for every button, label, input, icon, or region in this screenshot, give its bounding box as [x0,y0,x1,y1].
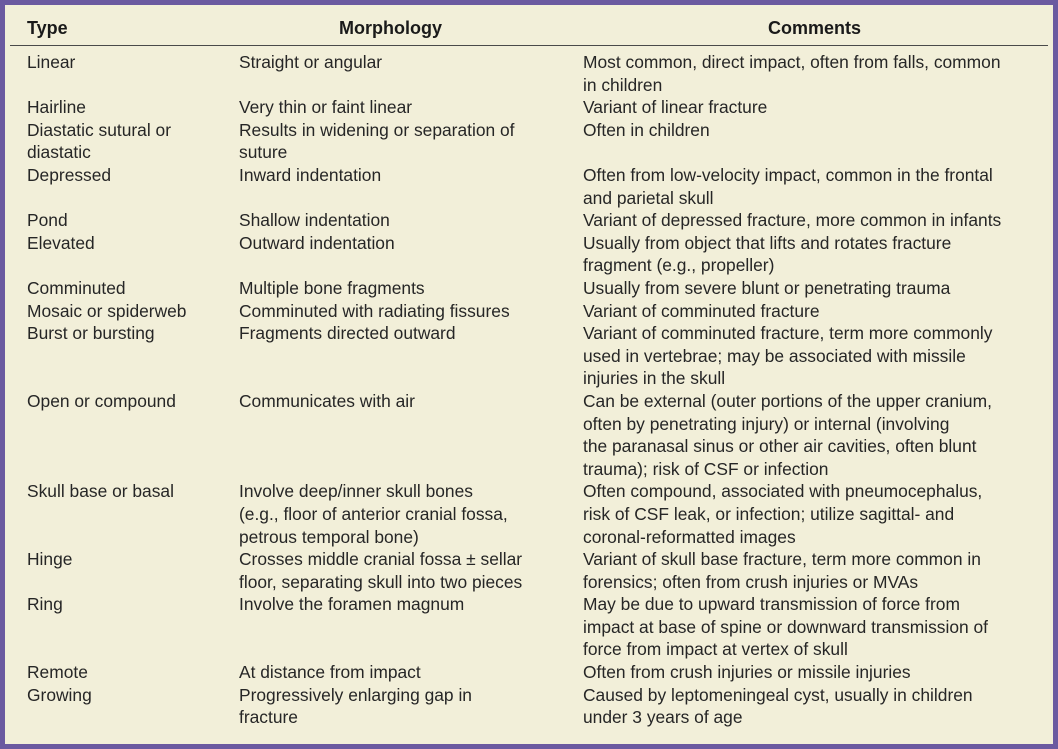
cell-morphology: Multiple bone fragments [239,277,425,298]
table-row [10,480,1048,548]
cell-type: Linear [27,52,76,72]
table-row [10,322,1048,390]
table-row [10,277,1048,300]
cell-type: Open or compound [27,390,176,411]
cell-type: Comminuted [27,277,126,298]
cell-comments: Often compound, associated with pneumocephalus, risk of CSF leak, or infection; utilize sagittal- and coronal-reformatted images [583,481,983,547]
cell-type: Skull base or basal [27,481,174,502]
cell-type: Growing [27,684,92,705]
cell-type: Diastatic sutural or diastatic [27,119,172,163]
table-row [10,209,1048,232]
cell-morphology: Results in widening or separation of suture [239,119,515,163]
cell-comments: Variant of linear fracture [583,97,768,118]
cell-comments: Usually from severe blunt or penetrating trauma [583,277,951,298]
table-row [10,661,1048,684]
cell-comments: Often from low-velocity impact, common in the frontal and parietal skull [583,164,993,208]
cell-comments: Often from crush injuries or missile injuries [583,662,911,683]
cell-comments: Variant of comminuted fracture, term more commonly used in vertebrae; may be associated with missile injuries in the skull [583,323,993,389]
table-row [10,96,1048,119]
cell-morphology: Crosses middle cranial fossa ± sellar floor, separating skull into two pieces [239,549,523,592]
cell-morphology: Communicates with air [239,390,415,411]
cell-comments: Often in children [583,119,710,140]
cell-type: Hinge [27,549,73,570]
cell-morphology: Very thin or faint linear [239,97,413,118]
table-row [10,300,1048,323]
cell-comments: Can be external (outer portions of the upper cranium, often by penetrating injury) or internal (involving the paranasal sinus or other air cavities, often blunt trauma); risk of CSF or infection [583,390,992,479]
header-comments: Comments [768,18,862,38]
table-body [10,51,1048,729]
cell-morphology: Involve the foramen magnum [239,594,465,615]
table-row [10,548,1048,593]
header-type: Type [27,18,68,38]
cell-comments: Usually from object that lifts and rotates fracture fragment (e.g., propeller) [583,232,952,276]
table-row [10,390,1048,480]
cell-morphology: At distance from impact [239,662,421,683]
table-row [10,232,1048,277]
table-row [10,684,1048,729]
cell-type: Depressed [27,164,112,185]
cell-type: Ring [27,594,63,615]
cell-morphology: Fragments directed outward [239,323,456,344]
cell-morphology: Involve deep/inner skull bones (e.g., floor of anterior cranial fossa, petrous temporal bone) [239,481,508,547]
cell-morphology: Outward indentation [239,232,395,253]
cell-comments: Variant of comminuted fracture [583,300,820,321]
cell-type: Hairline [27,97,86,118]
cell-comments: Variant of skull base fracture, term more common in forensics; often from crush injuries or MVAs [583,549,981,592]
cell-type: Mosaic or spiderweb [27,300,187,321]
cell-morphology: Shallow indentation [239,210,390,231]
cell-comments: May be due to upward transmission of force from impact at base of spine or downward transmission of force from impact at vertex of skull [583,594,989,660]
header-morphology: Morphology [339,18,442,38]
cell-morphology: Comminuted with radiating fissures [239,300,510,321]
table-header [10,10,1048,46]
table-row [10,164,1048,209]
table-row [10,119,1048,164]
cell-morphology: Straight or angular [239,52,383,72]
cell-morphology: Inward indentation [239,164,382,185]
cell-type: Remote [27,662,88,683]
cell-type: Pond [27,210,68,231]
table-row [10,593,1048,661]
cell-type: Elevated [27,232,95,253]
cell-morphology: Progressively enlarging gap in fracture [239,684,472,728]
cell-comments: Most common, direct impact, often from falls, common in children [583,52,1001,95]
table-row [10,51,1048,96]
cell-comments: Variant of depressed fracture, more common in infants [583,210,1002,231]
cell-comments: Caused by leptomeningeal cyst, usually in children under 3 years of age [583,684,973,728]
cell-type: Burst or bursting [27,323,155,344]
